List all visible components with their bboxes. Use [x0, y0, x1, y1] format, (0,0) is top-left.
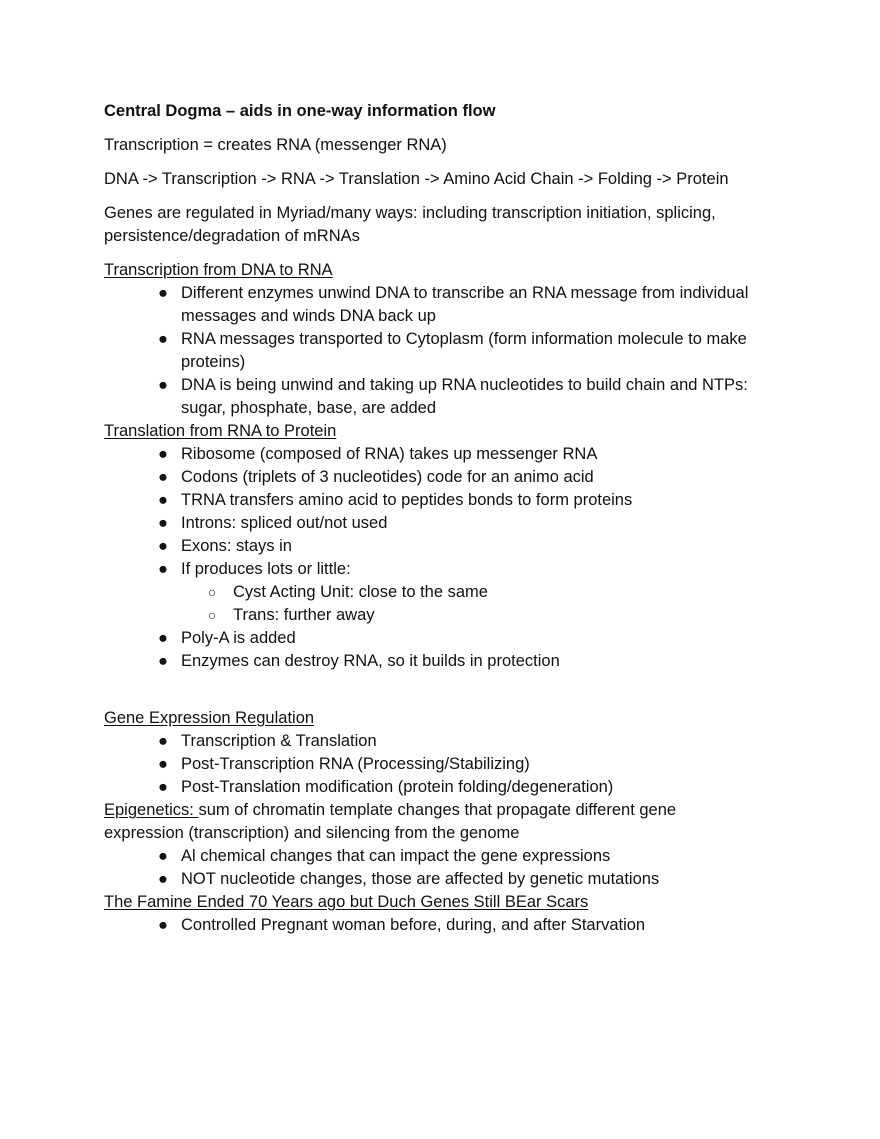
list-item: ● Al chemical changes that can impact the gene expressions [104, 845, 794, 868]
section-heading-transcription: Transcription from DNA to RNA [104, 261, 333, 279]
page-title: Central Dogma – aids in one-way information flow [104, 102, 496, 120]
bullet-icon: ● [158, 468, 168, 486]
sub-list-item: ○ Cyst Acting Unit: close to the same [181, 581, 794, 604]
section-heading-famine: The Famine Ended 70 Years ago but Duch Genes Still BEar Scars [104, 893, 589, 911]
bullet-icon: ● [158, 629, 168, 647]
sub-bullet-icon: ○ [207, 607, 217, 623]
list-item: ● Introns: spliced out/not used [104, 512, 794, 535]
list-item: ● DNA is being unwind and taking up RNA nucleotides to build chain and NTPs: sugar, phosphate, base, are added [104, 374, 794, 420]
epigenetics-paragraph: Epigenetics: sum of chromatin template changes that propagate different gene expression (transcription) and silencing from the genome [104, 801, 677, 842]
bullet-icon: ● [158, 778, 168, 796]
list-item: ● Controlled Pregnant woman before, during, and after Starvation [104, 914, 794, 937]
list-item: ● Exons: stays in [104, 535, 794, 558]
list-item: ● If produces lots or little: ○ Cyst Acting Unit: close to the same ○ Trans: further away [104, 558, 794, 627]
bullet-icon: ● [158, 732, 168, 750]
bullet-icon: ● [158, 916, 168, 934]
list-item: ● Poly-A is added [104, 627, 794, 650]
sub-bullet-icon: ○ [207, 584, 217, 600]
list-item: ● Enzymes can destroy RNA, so it builds in protection [104, 650, 794, 673]
sub-list [181, 581, 794, 627]
bullet-icon: ● [158, 284, 168, 302]
list-item: ● Post-Translation modification (protein folding/degeneration) [104, 776, 794, 799]
bullet-icon: ● [158, 376, 168, 394]
genes-regulation-paragraph: Genes are regulated in Myriad/many ways: including transcription initiation, splicing, persistence/degradation of mRNAs [104, 204, 716, 245]
bullet-icon: ● [158, 445, 168, 463]
bullet-icon: ● [158, 755, 168, 773]
famine-list [104, 914, 794, 937]
blank-line [104, 673, 794, 707]
bullet-icon: ● [158, 537, 168, 555]
bullet-icon: ● [158, 560, 168, 578]
document-page [104, 100, 794, 937]
list-item: ● TRNA transfers amino acid to peptides bonds to form proteins [104, 489, 794, 512]
transcription-definition: Transcription = creates RNA (messenger RNA) [104, 136, 447, 154]
list-item: ● Transcription & Translation [104, 730, 794, 753]
transcription-list [104, 282, 794, 420]
list-item: ● Post-Transcription RNA (Processing/Stabilizing) [104, 753, 794, 776]
epigenetics-term: Epigenetics: [104, 801, 199, 819]
bullet-icon: ● [158, 847, 168, 865]
bullet-icon: ● [158, 870, 168, 888]
list-item: ● NOT nucleotide changes, those are affected by genetic mutations [104, 868, 794, 891]
list-item: ● RNA messages transported to Cytoplasm (form information molecule to make proteins) [104, 328, 794, 374]
bullet-icon: ● [158, 652, 168, 670]
bullet-icon: ● [158, 491, 168, 509]
section-heading-gene-expression: Gene Expression Regulation [104, 709, 315, 727]
gene-expression-list [104, 730, 794, 799]
list-item: ● Codons (triplets of 3 nucleotides) code for an animo acid [104, 466, 794, 489]
bullet-icon: ● [158, 330, 168, 348]
list-item: ● Ribosome (composed of RNA) takes up messenger RNA [104, 443, 794, 466]
translation-list [104, 443, 794, 673]
bullet-icon: ● [158, 514, 168, 532]
epigenetics-list [104, 845, 794, 891]
central-dogma-flow: DNA -> Transcription -> RNA -> Translation -> Amino Acid Chain -> Folding -> Protein [104, 170, 729, 188]
section-heading-translation: Translation from RNA to Protein [104, 422, 337, 440]
list-item: ● Different enzymes unwind DNA to transcribe an RNA message from individual messages and winds DNA back up [104, 282, 794, 328]
sub-list-item: ○ Trans: further away [181, 604, 794, 627]
